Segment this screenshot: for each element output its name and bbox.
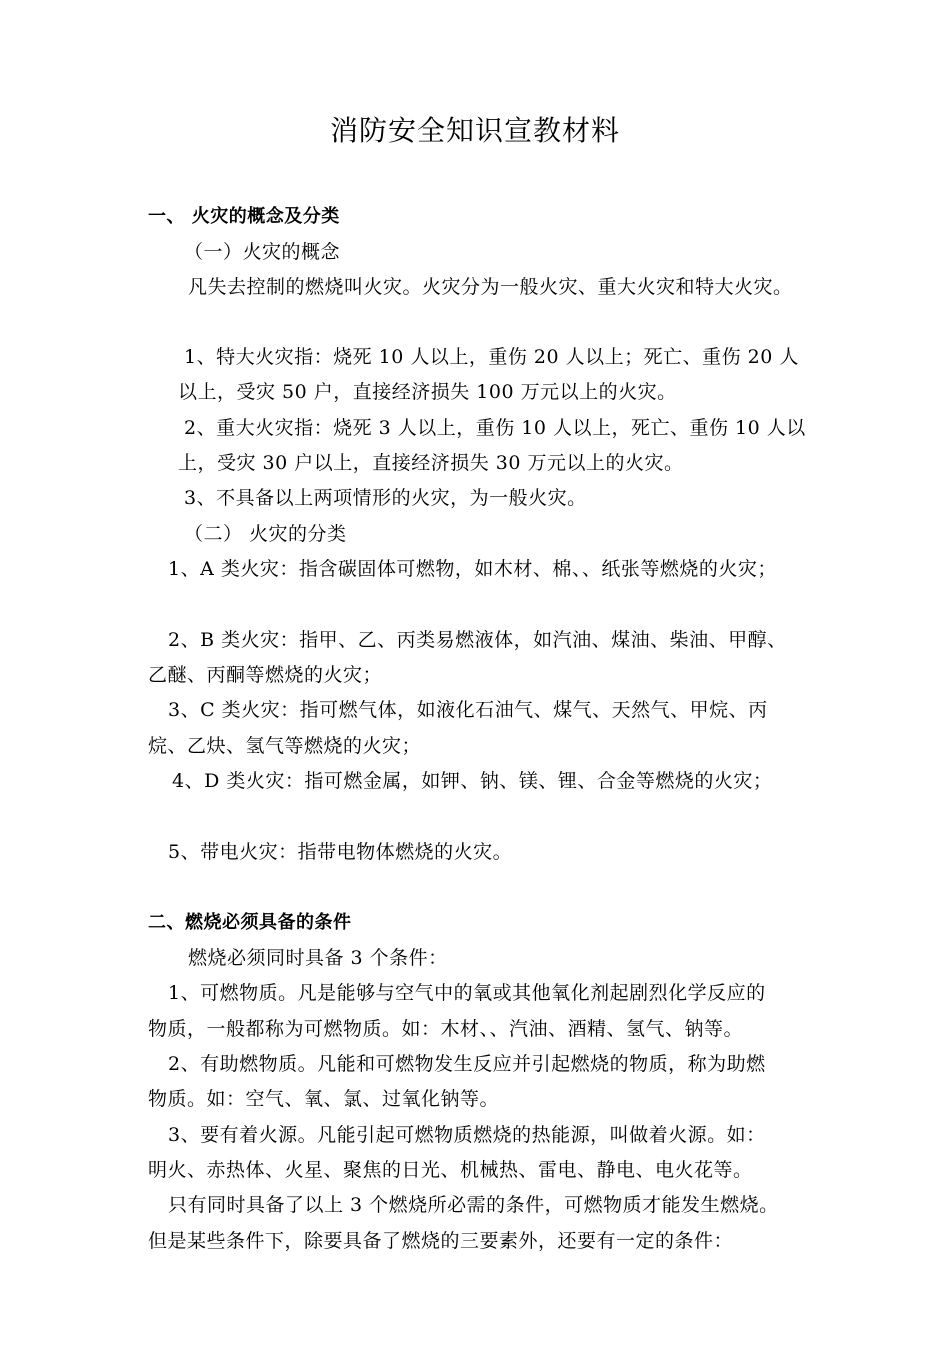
- paragraph-combustible-line1: 1、可燃物质。凡是能够与空气中的氧或其他氧化剂起剧烈化学反应的: [168, 982, 766, 1004]
- paragraph-class-a-fire: 1、A 类火灾：指含碳固体可燃物，如木材、棉、、纸张等燃烧的火灾；: [168, 558, 777, 580]
- paragraph-combustible-line2: 物质，一般都称为可燃物质。如：木材、、汽油、酒精、氢气、钠等。: [148, 1018, 744, 1040]
- paragraph-general-fire: 3、不具备以上两项情形的火灾，为一般火灾。: [184, 487, 587, 509]
- section-heading-combustion-conditions: 二、燃烧必须具备的条件: [148, 912, 352, 933]
- paragraph-major-fire-line1: 1、特大火灾指：烧死 10 人以上，重伤 20 人以上；死亡、重伤 20 人: [184, 346, 799, 368]
- paragraph-electrical-fire: 5、带电火灾：指带电物体燃烧的火灾。: [168, 841, 513, 863]
- paragraph-oxidizer-line2: 物质。如：空气、氧、氯、过氧化钠等。: [148, 1088, 500, 1110]
- paragraph-class-c-fire-line1: 3、C 类火灾：指可燃气体，如液化石油气、煤气、天然气、甲烷、丙: [168, 699, 768, 721]
- paragraph-major-fire-line2: 以上，受灾 50 户，直接经济损失 100 万元以上的火灾。: [178, 381, 677, 403]
- paragraph-class-b-fire-line2: 乙醚、丙酮等燃烧的火灾；: [148, 664, 383, 686]
- page-title: 消防安全知识宣教材料: [329, 114, 620, 147]
- paragraph-serious-fire-line2: 上，受灾 30 户以上，直接经济损失 30 万元以上的火灾。: [178, 452, 684, 474]
- paragraph-fire-definition: 凡失去控制的燃烧叫火灾。火灾分为一般火灾、重大火灾和特大火灾。: [188, 276, 793, 298]
- subheading-fire-concept: （一）火灾的概念: [184, 241, 341, 263]
- paragraph-ignition-line1: 3、要有着火源。凡能引起可燃物质燃烧的热能源，叫做着火源。如：: [168, 1124, 766, 1146]
- paragraph-class-b-fire-line1: 2、B 类火灾：指甲、乙、丙类易燃液体，如汽油、煤油、柴油、甲醇、: [168, 629, 787, 651]
- paragraph-class-d-fire: 4、D 类火灾：指可燃金属，如钾、钠、镁、锂、合金等燃烧的火灾；: [172, 770, 773, 792]
- paragraph-conditions-intro: 燃烧必须同时具备 3 个条件：: [188, 947, 448, 969]
- paragraph-serious-fire-line1: 2、重大火灾指：烧死 3 人以上，重伤 10 人以上，死亡、重伤 10 人以: [184, 417, 806, 439]
- paragraph-summary-line1: 只有同时具备了以上 3 个燃烧所必需的条件，可燃物质才能发生燃烧。: [168, 1194, 779, 1216]
- paragraph-summary-line2: 但是某些条件下，除要具备了燃烧的三要素外，还要有一定的条件：: [148, 1230, 734, 1252]
- section-heading-fire-concept: 一、 火灾的概念及分类: [148, 206, 340, 227]
- paragraph-ignition-line2: 明火、赤热体、火星、聚焦的日光、机械热、雷电、静电、电火花等。: [148, 1159, 753, 1181]
- subheading-fire-classification: （二） 火灾的分类: [184, 523, 347, 545]
- paragraph-class-c-fire-line2: 烷、乙炔、氢气等燃烧的火灾；: [148, 735, 422, 757]
- paragraph-oxidizer-line1: 2、有助燃物质。凡能和可燃物发生反应并引起燃烧的物质，称为助燃: [168, 1053, 766, 1075]
